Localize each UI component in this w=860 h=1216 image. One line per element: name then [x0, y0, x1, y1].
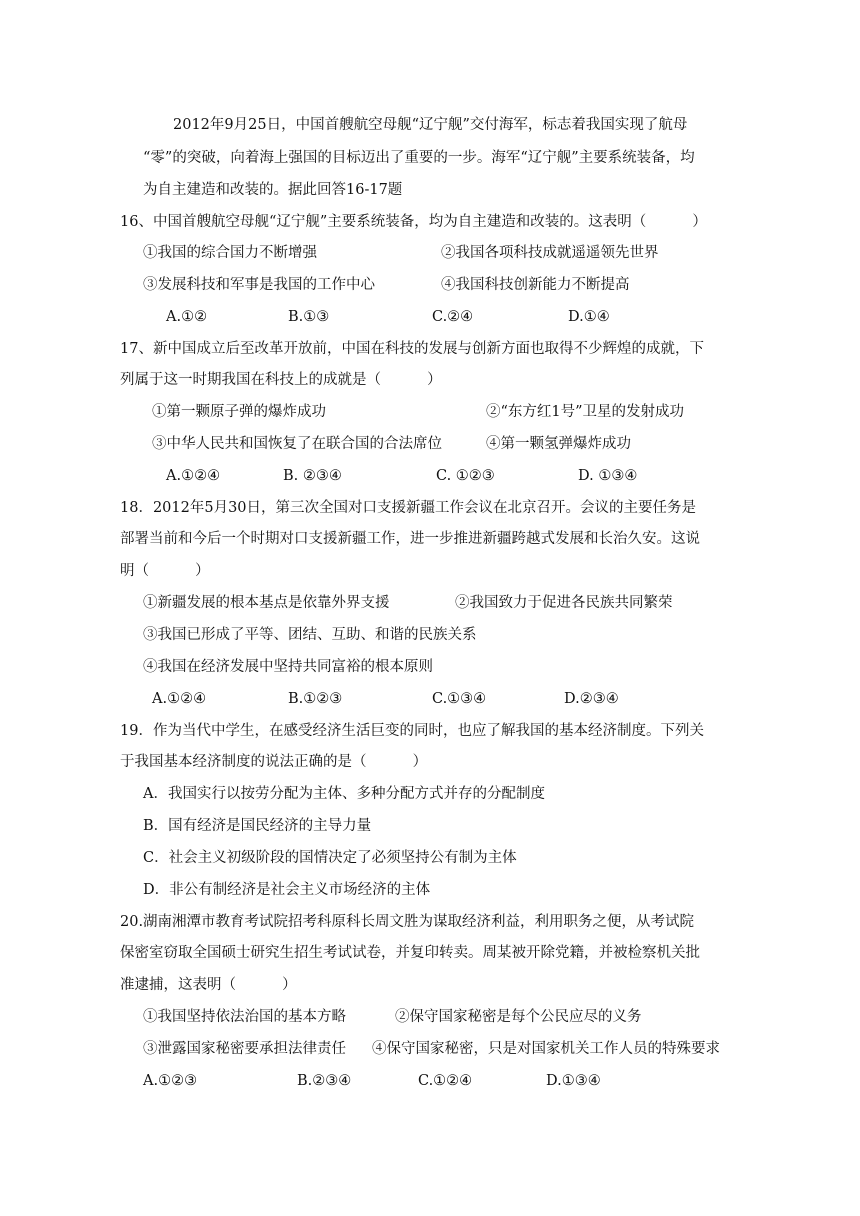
q17-option-b[interactable]: B. ②③④	[283, 468, 342, 484]
q19-option-d[interactable]: D．非公有制经济是社会主义市场经济的主体	[143, 882, 431, 898]
q18-statement-1: ①新疆发展的根本基点是依靠外界支援	[143, 595, 390, 611]
q18-statement-4: ④我国在经济发展中坚持共同富裕的根本原则	[143, 659, 433, 675]
q20-statement-1: ①我国坚持依法治国的基本方略	[143, 1009, 346, 1025]
q18-statement-3: ③我国已形成了平等、团结、互助、和谐的民族关系	[143, 627, 477, 643]
q19-option-b[interactable]: B．国有经济是国民经济的主导力量	[143, 818, 372, 834]
q17-statement-2: ②“东方红1号”卫星的发射成功	[486, 404, 685, 420]
q20-stem-line-3: 准逮捕，这表明（ ）	[120, 977, 297, 993]
q16-statement-1: ①我国的综合国力不断增强	[143, 245, 317, 261]
q16-option-b[interactable]: B.①③	[288, 309, 330, 325]
q18-statement-2: ②我国致力于促进各民族共同繁荣	[455, 595, 673, 611]
q17-statement-3: ③中华人民共和国恢复了在联合国的合法席位	[152, 436, 442, 452]
q17-statement-4: ④第一颗氢弹爆炸成功	[486, 436, 631, 452]
intro-line-3: 为自主建造和改装的。据此回答16-17题	[143, 182, 403, 198]
q18-option-d[interactable]: D.②③④	[564, 691, 619, 707]
q16-option-a[interactable]: A.①②	[166, 309, 208, 325]
q20-option-a[interactable]: A.①②③	[143, 1073, 198, 1089]
q16-option-c[interactable]: C.②④	[432, 309, 474, 325]
q20-statement-3: ③泄露国家秘密要承担法律责任	[143, 1041, 346, 1057]
q16-option-d[interactable]: D.①④	[568, 309, 610, 325]
q16-statement-2: ②我国各项科技成就遥遥领先世界	[441, 245, 659, 261]
q16-statement-3: ③发展科技和军事是我国的工作中心	[143, 277, 375, 293]
q19-stem-line-2: 于我国基本经济制度的说法正确的是（ ）	[120, 754, 428, 770]
q19-option-a[interactable]: A．我国实行以按劳分配为主体、多种分配方式并存的分配制度	[143, 786, 545, 802]
q18-option-c[interactable]: C.①③④	[432, 691, 487, 707]
q16-stem: 16、中国首艘航空母舰“辽宁舰”主要系统装备，均为自主建造和改装的。这表明（ ）	[120, 214, 707, 230]
q17-option-c[interactable]: C. ①②③	[436, 468, 495, 484]
q17-option-d[interactable]: D. ①③④	[578, 468, 638, 484]
q19-option-c[interactable]: C．社会主义初级阶段的国情决定了必须坚持公有制为主体	[143, 850, 517, 866]
q17-stem-line-2: 列属于这一时期我国在科技上的成就是（ ）	[120, 372, 442, 388]
q20-stem-line-2: 保密室窃取全国硕士研究生招生考试试卷，并复印转卖。周某被开除党籍，并被检察机关批	[120, 945, 700, 961]
q17-stem-line-1: 17、新中国成立后至改革开放前，中国在科技的发展与创新方面也取得不少辉煌的成就，下	[120, 341, 704, 357]
q20-statement-2: ②保守国家秘密是每个公民应尽的义务	[395, 1009, 642, 1025]
q19-stem-line-1: 19．作为当代中学生，在感受经济生活巨变的同时，也应了解我国的基本经济制度。下列关	[120, 723, 704, 739]
intro-line-1: 2012年9月25日，中国首艘航空母舰“辽宁舰”交付海军，标志着我国实现了航母	[173, 117, 688, 133]
q18-stem-line-2: 部署当前和今后一个时期对口支援新疆工作，进一步推进新疆跨越式发展和长治久安。这说	[120, 531, 700, 547]
q20-option-c[interactable]: C.①②④	[418, 1073, 473, 1089]
q20-stem-line-1: 20.湖南湘潭市教育考试院招考科原科长周文胜为谋取经济利益，利用职务之便，从考试院	[120, 914, 695, 930]
q17-statement-1: ①第一颗原子弹的爆炸成功	[152, 404, 326, 420]
q20-option-d[interactable]: D.①③④	[546, 1073, 601, 1089]
q18-stem-line-1: 18．2012年5月30日，第三次全国对口支援新疆工作会议在北京召开。会议的主要任务是	[120, 500, 697, 516]
q20-option-b[interactable]: B.②③④	[297, 1073, 352, 1089]
q18-option-a[interactable]: A.①②④	[152, 691, 207, 707]
q16-statement-4: ④我国科技创新能力不断提高	[441, 277, 630, 293]
intro-line-2: “零”的突破，向着海上强国的目标迈出了重要的一步。海军“辽宁舰”主要系统装备，均	[143, 150, 695, 166]
q20-statement-4: ④保守国家秘密，只是对国家机关工作人员的特殊要求	[372, 1041, 720, 1057]
q18-stem-line-3: 明（ ）	[120, 563, 210, 579]
q18-option-b[interactable]: B.①②③	[288, 691, 343, 707]
q17-option-a[interactable]: A.①②④	[166, 468, 221, 484]
